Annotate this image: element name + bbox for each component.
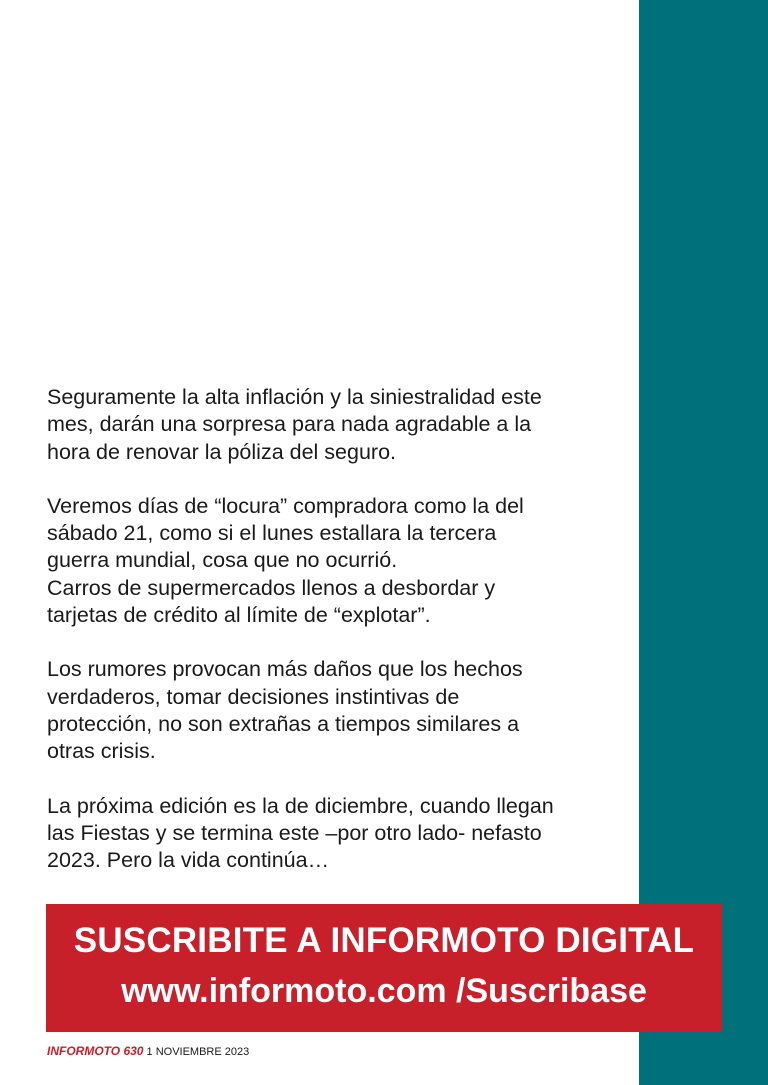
- text-line: protección, no son extrañas a tiempos similares a: [47, 711, 520, 736]
- page-footer: [47, 1044, 249, 1058]
- banner-url-link[interactable]: www.informoto.com /Suscribase: [121, 972, 647, 1010]
- text-line: otras crisis.: [47, 739, 156, 764]
- text-line: verdaderos, tomar decisiones instintivas de: [47, 684, 460, 709]
- text-line: tarjetas de crédito al límite de “explotar”.: [47, 603, 431, 628]
- text-line: Carros de supermercados llenos a desbordar y: [47, 575, 496, 600]
- text-line: guerra mundial, cosa que no ocurrió.: [47, 548, 398, 573]
- text-line: mes, darán una sorpresa para nada agradable a la: [47, 412, 532, 437]
- footer-date: 1 NOVIEMBRE 2023: [146, 1046, 250, 1058]
- article-body: [47, 384, 627, 901]
- text-line: Los rumores provocan más daños que los hechos: [47, 657, 523, 682]
- text-line: Seguramente la alta inflación y la siniestralidad este: [47, 385, 542, 409]
- text-line: La próxima edición es la de diciembre, cuando llegan: [47, 793, 554, 818]
- text-line: hora de renovar la póliza del seguro.: [47, 439, 396, 464]
- paragraph: [47, 656, 627, 765]
- paragraph: [47, 493, 627, 629]
- footer-brand: INFORMOTO 630: [47, 1044, 144, 1058]
- text-line: Veremos días de “locura” compradora como la del: [47, 493, 524, 518]
- banner-headline: SUSCRIBITE A INFORMOTO DIGITAL: [73, 921, 695, 960]
- paragraph: [47, 793, 627, 875]
- text-line: 2023. Pero la vida continúa…: [47, 848, 330, 873]
- paragraph: [47, 384, 627, 466]
- subscribe-banner[interactable]: [46, 904, 722, 1032]
- text-line: sábado 21, como si el lunes estallara la tercera: [47, 521, 497, 546]
- text-line: las Fiestas y se termina este –por otro lado- nefasto: [47, 820, 542, 845]
